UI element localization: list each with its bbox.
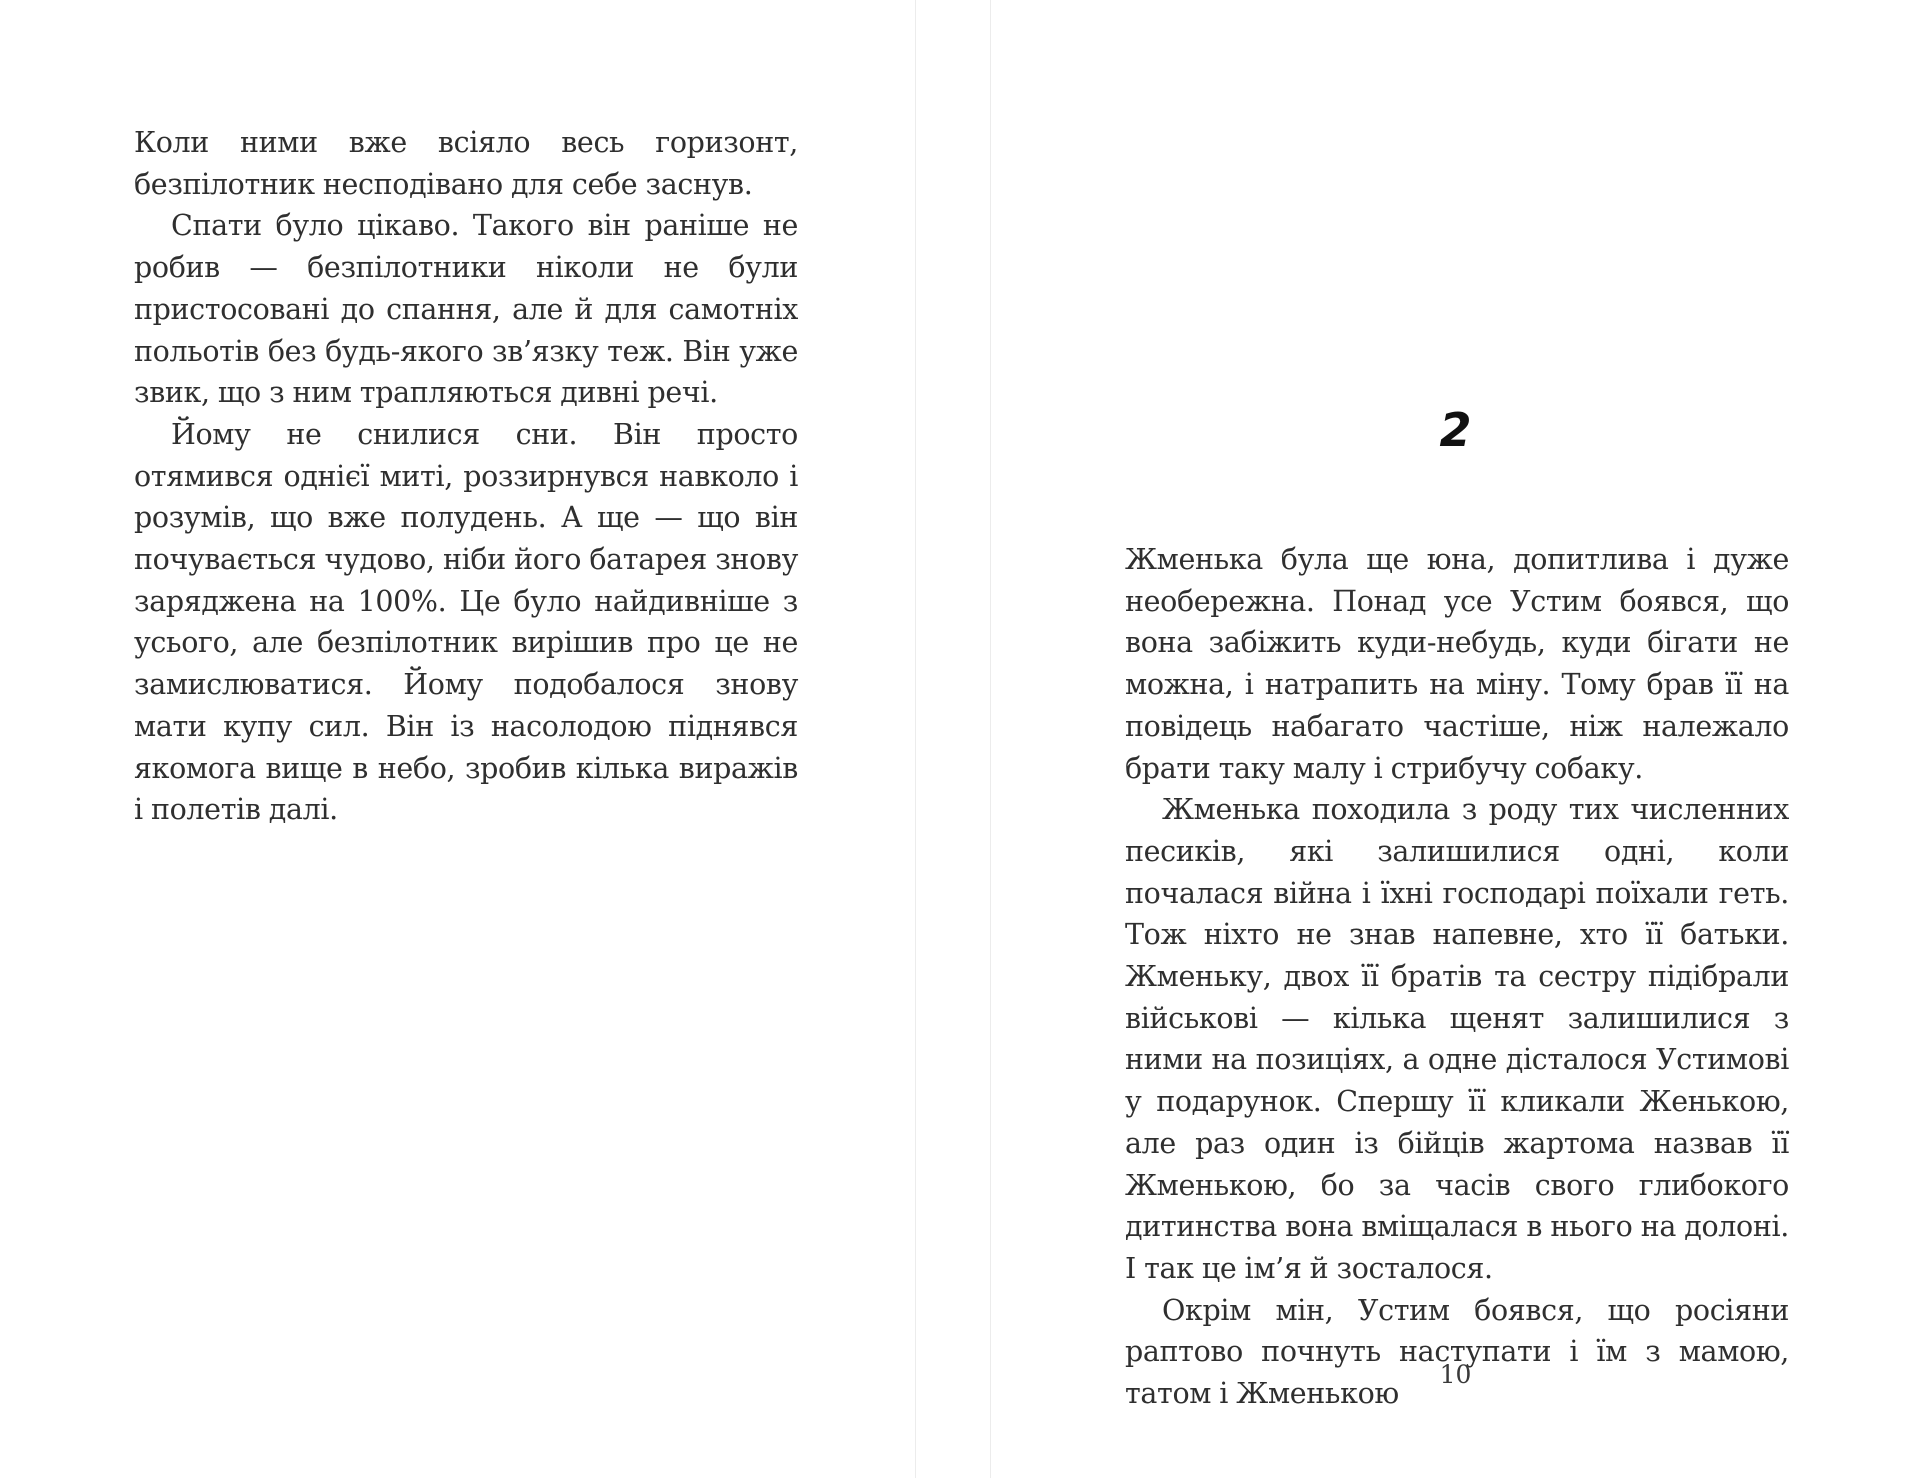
left-page bbox=[0, 0, 915, 1478]
right-page-text bbox=[1125, 539, 1789, 1415]
page-number: 10 bbox=[1439, 1360, 1472, 1389]
left-page-text bbox=[134, 122, 798, 831]
right-page bbox=[991, 0, 1920, 1478]
paragraph: Жменька була ще юна, допитлива і дуже необережна. Понад усе Устим боявся, що вона забіжить куди-небудь, куди бігати не можна, і натрапить на міну. Тому брав її на повідець набагато частіше, ніж належало брати таку малу і стрибучу собаку. bbox=[1125, 543, 1789, 785]
paragraph: Спати було цікаво. Такого він раніше не робив — безпілотники ніколи не були пристосовані до спання, але й для самотніх польотів без будь-якого зв’язку теж. Він уже звик, що з ним трапляються дивні речі. bbox=[134, 209, 798, 410]
paragraph: Окрім мін, Устим боявся, що росіяни раптово почнуть наступати і їм з мамою, татом і Жменькою bbox=[1125, 1293, 1789, 1411]
paragraph: Коли ними вже всіяло весь горизонт, безпілотник несподівано для себе заснув. bbox=[134, 126, 798, 201]
book-gutter bbox=[915, 0, 991, 1478]
chapter-number: 2 bbox=[1439, 403, 1472, 457]
paragraph: Жменька походила з роду тих численних песиків, які залишилися одні, коли почалася війна і їхні господарі поїхали геть. Тож ніхто не знав напевне, хто її батьки. Жменьку, двох її братів та сестру підібрали військові — кілька щенят залишилися з ними на позиціях, а одне дісталося Устимові у подарунок. Спершу її кликали Женькою, але раз один із бійців жартома назвав її Жменькою, бо за часів свого глибокого дитинства вона вміщалася в нього на долоні. І так це ім’я й зосталося. bbox=[1125, 793, 1789, 1285]
paragraph: Йому не снилися сни. Він просто отямився однієї миті, роззирнувся навколо і розумів, що вже полудень. А ще — що він почувається чудово, ніби його батарея знову заряджена на 100%. Це було найдивніше з усього, але безпілотник вирішив про це не замислюватися. Йому подобалося знову мати купу сил. Він із насолодою піднявся якомога вище в небо, зробив кілька виражів і полетів далі. bbox=[134, 417, 798, 827]
